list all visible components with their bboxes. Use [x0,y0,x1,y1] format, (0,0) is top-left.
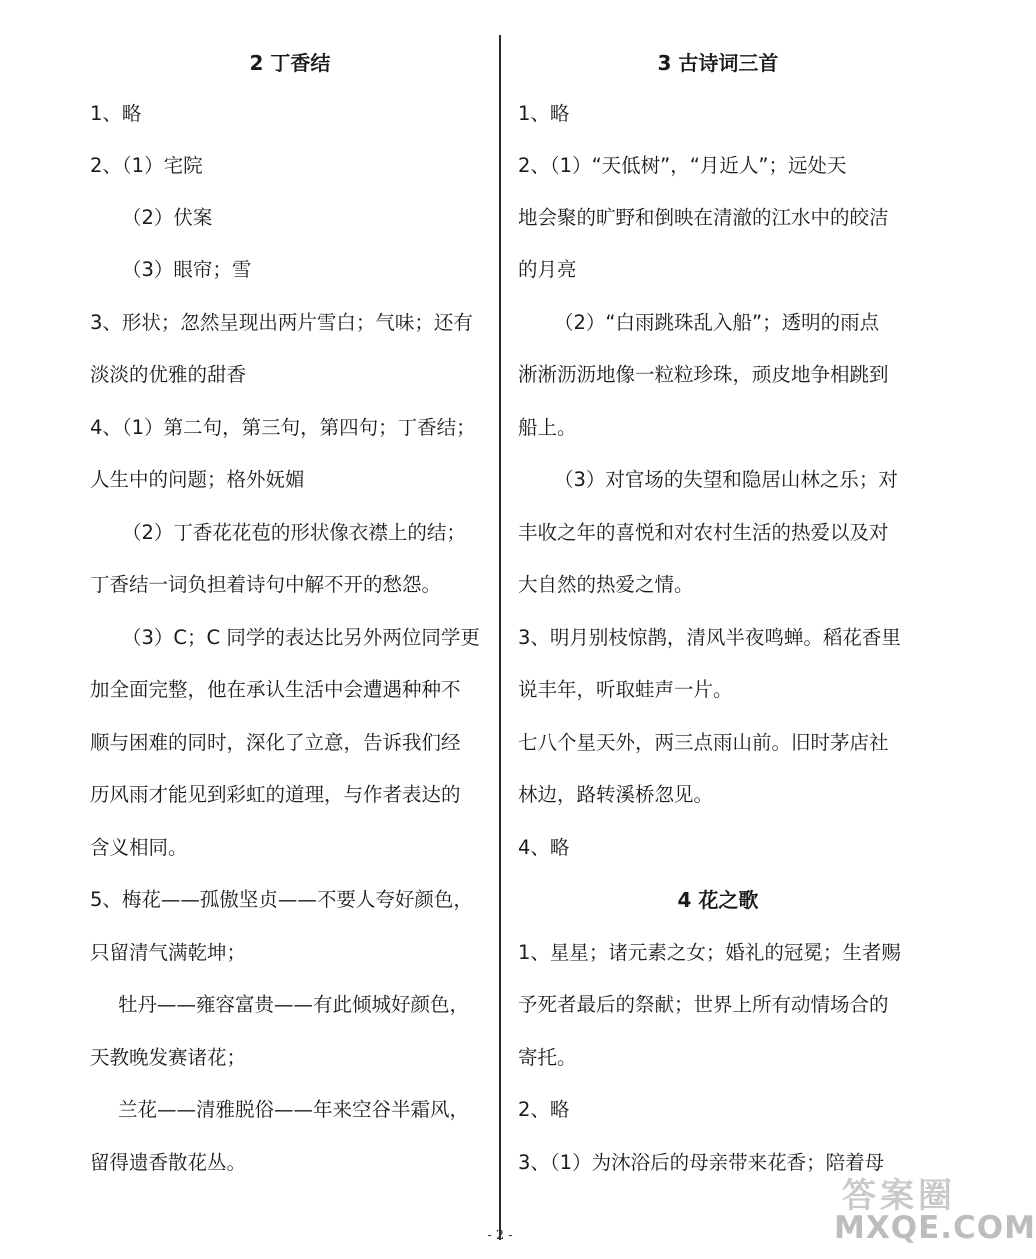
answer-line: 天教晚发赛诸花； [90,1046,247,1069]
answer-line: 淅淅沥沥地像一粒粒珍珠，顽皮地争相跳到 [518,363,889,386]
answer-line: （3）眼帘；雪 [122,258,252,281]
watermark-logo [820,1168,1036,1254]
answer-line: 七八个星天外，两三点雨山前。旧时茅店社 [518,731,889,754]
answer-line: （2）伏案 [122,206,213,229]
answer-line: 地会聚的旷野和倒映在清澈的江水中的皎洁 [518,206,889,229]
answer-line: （2）丁香花花苞的形状像衣襟上的结； [122,521,466,544]
answer-line: （2）“白雨跳珠乱入船”；透明的雨点 [554,311,880,334]
answer-line: 只留清气满乾坤； [90,941,247,964]
section-title-3: 3 古诗词三首 [657,51,779,75]
answer-line: 寄托。 [518,1046,577,1069]
answer-line: （3）对官场的失望和隐居山林之乐；对 [554,468,898,491]
watermark-text-cn: 答案圈 [842,1176,956,1216]
answer-line: 1、星星；诸元素之女；婚礼的冠冕；生者赐 [518,941,901,964]
answer-line: 3、形状；忽然呈现出两片雪白；气味；还有 [90,311,473,334]
answer-line: 的月亮 [518,258,577,281]
section-title-2: 2 丁香结 [249,51,331,75]
answer-line: 兰花——清雅脱俗——年来空谷半霜风， [118,1098,470,1121]
answer-line: 2、略 [518,1098,570,1121]
answer-line: 3、明月别枝惊鹊，清风半夜鸣蝉。稻花香里 [518,626,901,649]
answer-line: 顺与困难的同时，深化了立意，告诉我们经 [90,731,461,754]
answer-line: 4、（1）第二句，第三句，第四句；丁香结； [90,416,476,439]
watermark-text-en: MXQE.COM [834,1210,1036,1246]
answer-line: 3、（1）为沐浴后的母亲带来花香；陪着母 [518,1151,885,1174]
answer-line: 牡丹——雍容富贵——有此倾城好颜色， [118,993,470,1016]
answer-line: 5、梅花——孤傲坚贞——不要人夸好颜色， [90,888,473,911]
answer-line: 予死者最后的祭献；世界上所有动情场合的 [518,993,889,1016]
answer-line: 说丰年，听取蛙声一片。 [518,678,733,701]
answer-line: 2、（1）“天低树”，“月近人”；远处天 [518,154,847,177]
answer-line: 含义相同。 [90,836,188,859]
answer-line: 船上。 [518,416,577,439]
answer-line: 1、略 [90,102,142,125]
answer-line: 丰收之年的喜悦和对农村生活的热爱以及对 [518,521,889,544]
section-title-4: 4 花之歌 [677,888,759,912]
answer-line: 1、略 [518,102,570,125]
answer-line: 加全面完整，他在承认生活中会遭遇种种不 [90,678,461,701]
answer-line: 大自然的热爱之情。 [518,573,694,596]
answer-line: （3）C；C 同学的表达比另外两位同学更 [122,626,480,649]
answer-line: 淡淡的优雅的甜香 [90,363,247,386]
page-number: - 2 - [487,1228,513,1243]
answer-line: 丁香结一词负担着诗句中解不开的愁怨。 [90,573,442,596]
answer-line: 2、（1）宅院 [90,154,203,177]
answer-line: 4、略 [518,836,570,859]
answer-line: 留得遗香散花丛。 [90,1151,247,1174]
answer-line: 人生中的问题；格外妩媚 [90,468,305,491]
column-divider [499,35,501,1240]
answer-line: 历风雨才能见到彩虹的道理，与作者表达的 [90,783,461,806]
answer-line: 林边，路转溪桥忽见。 [518,783,714,806]
